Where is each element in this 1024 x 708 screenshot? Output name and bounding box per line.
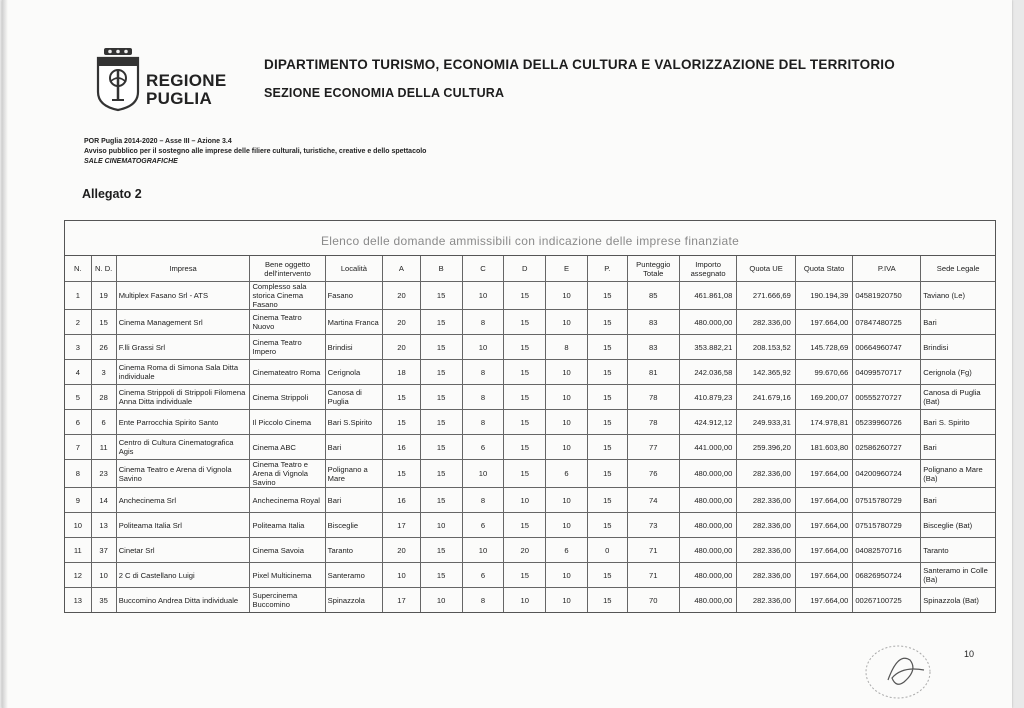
allegato-heading: Allegato 2 — [82, 187, 142, 201]
table-cell: 197.664,00 — [795, 588, 852, 613]
table-cell: 282.336,00 — [737, 488, 796, 513]
table-cell: 3 — [91, 360, 116, 385]
table-cell: 83 — [627, 335, 679, 360]
document-page — [2, 0, 1012, 708]
logo-line-2: PUGLIA — [146, 89, 213, 108]
table-cell: 15 — [420, 538, 462, 563]
table-cell: 11 — [91, 435, 116, 460]
table-cell: Politeama Italia Srl — [116, 513, 250, 538]
table-row — [65, 385, 995, 410]
table-cell: 15 — [504, 410, 546, 435]
intro-block — [84, 137, 426, 167]
table-cell: 6 — [546, 460, 588, 488]
table-cell: 10 — [462, 460, 504, 488]
table-cell: 2 — [65, 310, 91, 335]
table-cell: 4 — [65, 360, 91, 385]
table-cell: 242.036,58 — [679, 360, 736, 385]
table-cell: 15 — [420, 310, 462, 335]
table-cell: 15 — [504, 282, 546, 310]
table-cell: Pixel Multicinema — [250, 563, 325, 588]
table-cell: Bari — [325, 435, 382, 460]
table-cell: 208.153,52 — [737, 335, 796, 360]
table-cell: 04200960724 — [853, 460, 921, 488]
table-cell: Politeama Italia — [250, 513, 325, 538]
table-cell: 07515780729 — [853, 488, 921, 513]
logo-text — [146, 72, 227, 108]
table-cell: 15 — [504, 435, 546, 460]
column-header: Località — [325, 256, 382, 282]
table-cell: 17 — [383, 588, 421, 613]
table-cell: 14 — [91, 488, 116, 513]
table-row — [65, 460, 995, 488]
table-cell: 181.603,80 — [795, 435, 852, 460]
logo-line-1: REGIONE — [146, 71, 227, 90]
ranking-table-container — [64, 220, 996, 613]
table-cell: 15 — [91, 310, 116, 335]
table-cell: 78 — [627, 410, 679, 435]
table-cell: Polignano a Mare — [325, 460, 382, 488]
table-cell: 17 — [383, 513, 421, 538]
table-cell: 145.728,69 — [795, 335, 852, 360]
table-cell: 282.336,00 — [737, 460, 796, 488]
table-cell: Ente Parrocchia Spirito Santo — [116, 410, 250, 435]
column-header: Importo assegnato — [679, 256, 736, 282]
table-cell: 10 — [504, 588, 546, 613]
table-cell: 15 — [420, 282, 462, 310]
table-row — [65, 588, 995, 613]
table-cell: 15 — [504, 360, 546, 385]
table-cell: 15 — [383, 410, 421, 435]
table-cell: Bari — [921, 488, 995, 513]
table-cell: 8 — [462, 588, 504, 613]
table-cell: Cinema Strippoli — [250, 385, 325, 410]
table-cell: 8 — [546, 335, 588, 360]
table-cell: 16 — [383, 435, 421, 460]
table-cell: 10 — [91, 563, 116, 588]
table-cell: 15 — [420, 563, 462, 588]
table-cell: 76 — [627, 460, 679, 488]
table-cell: F.lli Grassi Srl — [116, 335, 250, 360]
table-cell: 73 — [627, 513, 679, 538]
table-cell: 10 — [546, 310, 588, 335]
table-cell: 15 — [587, 513, 627, 538]
table-cell: 142.365,92 — [737, 360, 796, 385]
table-cell: Canosa di Puglia — [325, 385, 382, 410]
table-cell: Buccomino Andrea Ditta individuale — [116, 588, 250, 613]
table-cell: 282.336,00 — [737, 538, 796, 563]
table-cell: 10 — [462, 335, 504, 360]
intro-line-3: SALE CINEMATOGRAFICHE — [84, 158, 178, 165]
table-cell: Taranto — [325, 538, 382, 563]
column-header: D — [504, 256, 546, 282]
table-cell: 15 — [587, 435, 627, 460]
table-cell: 0 — [587, 538, 627, 563]
table-cell: Spinazzola (Bat) — [921, 588, 995, 613]
table-cell: 197.664,00 — [795, 563, 852, 588]
table-cell: 480.000,00 — [679, 563, 736, 588]
table-cell: Il Piccolo Cinema — [250, 410, 325, 435]
table-cell: 37 — [91, 538, 116, 563]
table-cell: 15 — [504, 335, 546, 360]
table-row — [65, 360, 995, 385]
table-cell: 71 — [627, 538, 679, 563]
table-cell: 12 — [65, 563, 91, 588]
table-cell: 10 — [546, 513, 588, 538]
table-cell: 282.336,00 — [737, 513, 796, 538]
table-cell: 10 — [462, 282, 504, 310]
table-cell: 1 — [65, 282, 91, 310]
table-cell: 13 — [91, 513, 116, 538]
table-cell: 8 — [462, 410, 504, 435]
table-cell: Taranto — [921, 538, 995, 563]
table-cell: Bari — [921, 435, 995, 460]
table-cell: Bari — [921, 310, 995, 335]
table-cell: 190.194,39 — [795, 282, 852, 310]
table-cell: 15 — [504, 310, 546, 335]
table-row — [65, 435, 995, 460]
table-cell: 15 — [420, 488, 462, 513]
table-cell: 10 — [462, 538, 504, 563]
table-cell: Canosa di Puglia (Bat) — [921, 385, 995, 410]
table-cell: 6 — [462, 435, 504, 460]
table-cell: 169.200,07 — [795, 385, 852, 410]
table-row — [65, 282, 995, 310]
table-cell: Bari S. Spirito — [921, 410, 995, 435]
table-cell: 8 — [462, 385, 504, 410]
table-cell: 15 — [587, 563, 627, 588]
table-cell: 410.879,23 — [679, 385, 736, 410]
table-cell: 10 — [546, 563, 588, 588]
table-cell: 6 — [546, 538, 588, 563]
table-cell: 78 — [627, 385, 679, 410]
table-cell: 15 — [504, 563, 546, 588]
column-header: Bene oggetto dell'intervento — [250, 256, 325, 282]
table-cell: 480.000,00 — [679, 488, 736, 513]
table-cell: 10 — [546, 410, 588, 435]
table-cell: 441.000,00 — [679, 435, 736, 460]
table-cell: 28 — [91, 385, 116, 410]
table-cell: 15 — [504, 513, 546, 538]
table-cell: 259.396,20 — [737, 435, 796, 460]
table-cell: 02586260727 — [853, 435, 921, 460]
table-cell: 353.882,21 — [679, 335, 736, 360]
table-cell: 8 — [462, 488, 504, 513]
table-cell: 13 — [65, 588, 91, 613]
table-cell: 10 — [546, 488, 588, 513]
table-cell: 5 — [65, 385, 91, 410]
table-cell: 05239960726 — [853, 410, 921, 435]
table-cell: 15 — [383, 460, 421, 488]
table-cell: 06826950724 — [853, 563, 921, 588]
intro-line-2: Avviso pubblico per il sostegno alle imprese delle filiere culturali, turistiche, creative e dello spettacolo — [84, 148, 427, 155]
signature-stamp — [858, 630, 958, 702]
table-cell: 480.000,00 — [679, 538, 736, 563]
table-cell: 282.336,00 — [737, 310, 796, 335]
table-row — [65, 488, 995, 513]
table-cell: 15 — [587, 588, 627, 613]
table-cell: 15 — [587, 385, 627, 410]
table-cell: 19 — [91, 282, 116, 310]
table-cell: 8 — [65, 460, 91, 488]
table-cell: Anchecinema Royal — [250, 488, 325, 513]
table-cell: 15 — [587, 335, 627, 360]
column-header: N. — [65, 256, 91, 282]
table-cell: 10 — [546, 360, 588, 385]
table-cell: 197.664,00 — [795, 460, 852, 488]
table-cell: 00555270727 — [853, 385, 921, 410]
table-cell: Cinetar Srl — [116, 538, 250, 563]
table-cell: 480.000,00 — [679, 513, 736, 538]
table-cell: 18 — [383, 360, 421, 385]
table-cell: 9 — [65, 488, 91, 513]
table-cell: 00664960747 — [853, 335, 921, 360]
table-cell: 8 — [462, 360, 504, 385]
regione-crest-icon — [92, 46, 144, 112]
table-cell: 15 — [587, 410, 627, 435]
table-cell: 10 — [546, 282, 588, 310]
table-cell: 7 — [65, 435, 91, 460]
table-cell: 3 — [65, 335, 91, 360]
table-cell: 15 — [504, 385, 546, 410]
table-cell: 04581920750 — [853, 282, 921, 310]
table-cell: 15 — [420, 410, 462, 435]
table-cell: 424.912,12 — [679, 410, 736, 435]
table-cell: 26 — [91, 335, 116, 360]
table-cell: 04082570716 — [853, 538, 921, 563]
table-cell: 10 — [546, 588, 588, 613]
table-row — [65, 513, 995, 538]
table-cell: 15 — [420, 360, 462, 385]
table-cell: 6 — [462, 563, 504, 588]
table-cell: Cinemateatro Roma — [250, 360, 325, 385]
table-cell: Cinema Management Srl — [116, 310, 250, 335]
table-cell: 249.933,31 — [737, 410, 796, 435]
table-cell: Cinema Strippoli di Strippoli Filomena Anna Ditta individuale — [116, 385, 250, 410]
table-cell: 11 — [65, 538, 91, 563]
table-row — [65, 335, 995, 360]
table-cell: Cerignola (Fg) — [921, 360, 995, 385]
table-cell: Polignano a Mare (Ba) — [921, 460, 995, 488]
column-header: C — [462, 256, 504, 282]
table-cell: Centro di Cultura Cinematografica Agis — [116, 435, 250, 460]
table-cell: 10 — [546, 435, 588, 460]
table-cell: Multiplex Fasano Srl - ATS — [116, 282, 250, 310]
table-cell: Brindisi — [921, 335, 995, 360]
table-cell: 00267100725 — [853, 588, 921, 613]
table-cell: 71 — [627, 563, 679, 588]
column-header: Quota Stato — [795, 256, 852, 282]
table-cell: 480.000,00 — [679, 310, 736, 335]
table-cell: 99.670,66 — [795, 360, 852, 385]
table-cell: Bari S.Spirito — [325, 410, 382, 435]
column-header: Quota UE — [737, 256, 796, 282]
table-cell: 197.664,00 — [795, 513, 852, 538]
table-cell: 197.664,00 — [795, 538, 852, 563]
ranking-table — [65, 256, 995, 612]
table-cell: 35 — [91, 588, 116, 613]
table-cell: 15 — [587, 310, 627, 335]
table-cell: 20 — [383, 282, 421, 310]
table-cell: Cinema Teatro e Arena di Vignola Savino — [116, 460, 250, 488]
table-cell: 461.861,08 — [679, 282, 736, 310]
table-cell: 15 — [504, 460, 546, 488]
section-title: SEZIONE ECONOMIA DELLA CULTURA — [264, 86, 505, 100]
column-header: Sede Legale — [921, 256, 995, 282]
table-cell: 15 — [420, 385, 462, 410]
table-cell: 07847480725 — [853, 310, 921, 335]
table-cell: 10 — [65, 513, 91, 538]
table-cell: Cinema Savoia — [250, 538, 325, 563]
table-cell: 2 C di Castellano Luigi — [116, 563, 250, 588]
table-cell: Martina Franca — [325, 310, 382, 335]
table-cell: Cinema Teatro Impero — [250, 335, 325, 360]
table-cell: 6 — [462, 513, 504, 538]
table-title: Elenco delle domande ammissibili con indicazione delle imprese finanziate — [65, 221, 995, 256]
column-header: A — [383, 256, 421, 282]
table-row — [65, 310, 995, 335]
table-cell: 197.664,00 — [795, 488, 852, 513]
table-cell: Taviano (Le) — [921, 282, 995, 310]
table-cell: Cinema Roma di Simona Sala Ditta individuale — [116, 360, 250, 385]
department-title: DIPARTIMENTO TURISMO, ECONOMIA DELLA CULTURA E VALORIZZAZIONE DEL TERRITORIO — [264, 57, 895, 72]
table-cell: 20 — [383, 310, 421, 335]
table-cell: 15 — [587, 360, 627, 385]
table-cell: Cinema Teatro e Arena di Vignola Savino — [250, 460, 325, 488]
table-cell: Santeramo in Colle (Ba) — [921, 563, 995, 588]
table-cell: 10 — [420, 513, 462, 538]
table-row — [65, 563, 995, 588]
table-cell: 23 — [91, 460, 116, 488]
table-cell: Complesso sala storica Cinema Fasano — [250, 282, 325, 310]
table-cell: 10 — [546, 385, 588, 410]
table-body — [65, 282, 995, 613]
table-cell: 15 — [383, 385, 421, 410]
table-cell: 15 — [587, 488, 627, 513]
table-cell: 20 — [383, 335, 421, 360]
page-number: 10 — [964, 649, 975, 659]
column-header: N. D. — [91, 256, 116, 282]
column-header: Punteggio Totale — [627, 256, 679, 282]
table-cell: 85 — [627, 282, 679, 310]
page-edge-shadow — [2, 0, 8, 708]
column-header: P.IVA — [853, 256, 921, 282]
table-cell: 282.336,00 — [737, 588, 796, 613]
table-cell: Bari — [325, 488, 382, 513]
table-cell: Supercinema Buccomino — [250, 588, 325, 613]
table-cell: 70 — [627, 588, 679, 613]
table-header-row — [65, 256, 995, 282]
table-cell: 6 — [65, 410, 91, 435]
table-cell: 15 — [420, 435, 462, 460]
table-cell: 15 — [420, 335, 462, 360]
column-header: Impresa — [116, 256, 250, 282]
table-cell: 480.000,00 — [679, 588, 736, 613]
table-cell: Santeramo — [325, 563, 382, 588]
table-cell: 282.336,00 — [737, 563, 796, 588]
table-cell: 10 — [504, 488, 546, 513]
table-cell: 10 — [383, 563, 421, 588]
table-cell: 174.978,81 — [795, 410, 852, 435]
table-cell: 15 — [420, 460, 462, 488]
table-cell: Bisceglie (Bat) — [921, 513, 995, 538]
table-cell: 83 — [627, 310, 679, 335]
table-cell: Cinema ABC — [250, 435, 325, 460]
table-cell: 77 — [627, 435, 679, 460]
table-cell: 271.666,69 — [737, 282, 796, 310]
table-cell: 6 — [91, 410, 116, 435]
table-cell: Bisceglie — [325, 513, 382, 538]
table-cell: 20 — [383, 538, 421, 563]
table-cell: 241.679,16 — [737, 385, 796, 410]
table-cell: 15 — [587, 282, 627, 310]
table-cell: Cerignola — [325, 360, 382, 385]
column-header: E — [546, 256, 588, 282]
table-row — [65, 410, 995, 435]
table-cell: 10 — [420, 588, 462, 613]
table-cell: 74 — [627, 488, 679, 513]
table-cell: Fasano — [325, 282, 382, 310]
table-cell: 07515780729 — [853, 513, 921, 538]
table-cell: Brindisi — [325, 335, 382, 360]
table-cell: 16 — [383, 488, 421, 513]
column-header: B — [420, 256, 462, 282]
table-cell: 04099570717 — [853, 360, 921, 385]
table-cell: Spinazzola — [325, 588, 382, 613]
table-cell: 81 — [627, 360, 679, 385]
column-header: P. — [587, 256, 627, 282]
table-cell: Anchecinema Srl — [116, 488, 250, 513]
table-cell: 8 — [462, 310, 504, 335]
table-row — [65, 538, 995, 563]
table-cell: Cinema Teatro Nuovo — [250, 310, 325, 335]
intro-line-1: POR Puglia 2014-2020 – Asse III – Azione 3.4 — [84, 138, 232, 145]
regione-puglia-logo — [92, 46, 232, 114]
table-cell: 20 — [504, 538, 546, 563]
table-cell: 197.664,00 — [795, 310, 852, 335]
table-cell: 15 — [587, 460, 627, 488]
table-cell: 480.000,00 — [679, 460, 736, 488]
